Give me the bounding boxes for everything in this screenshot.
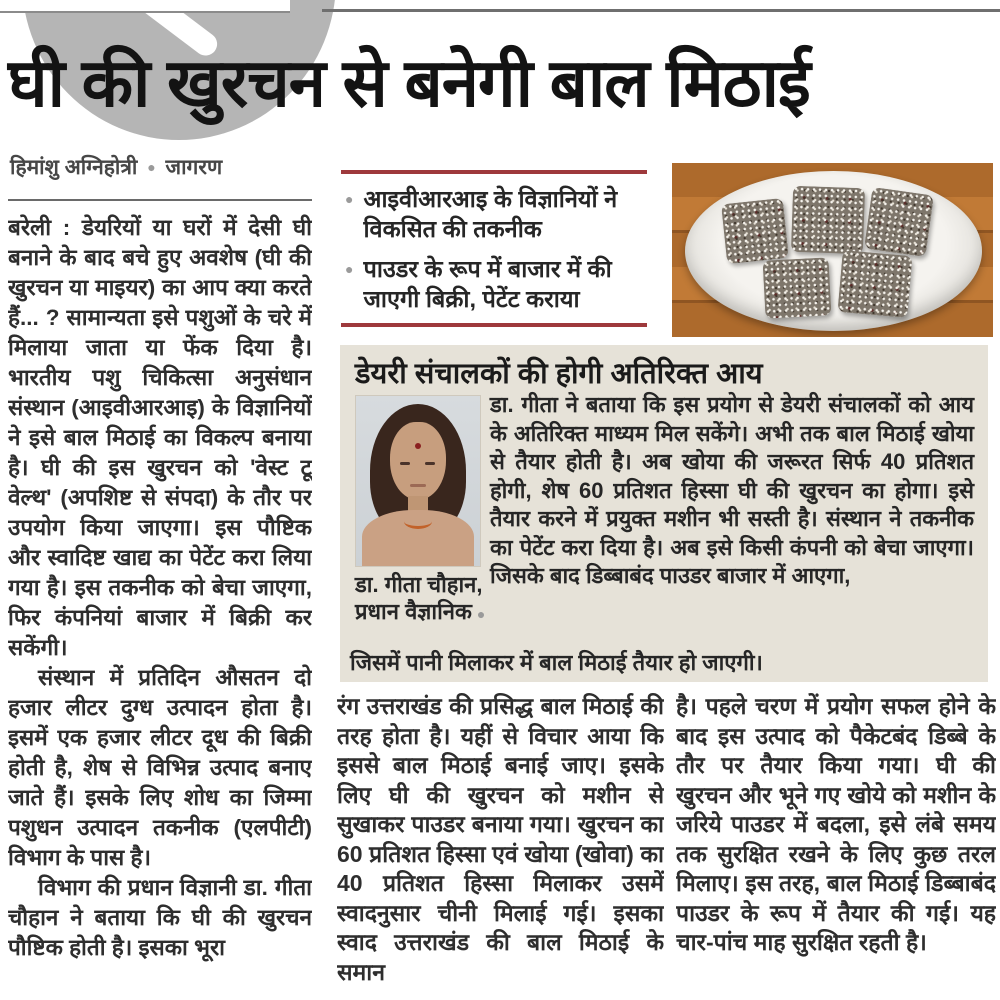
scientist-portrait-photo bbox=[355, 395, 481, 567]
caption-dot-icon: ● bbox=[476, 606, 486, 622]
byline-divider bbox=[8, 199, 312, 201]
byline bbox=[10, 153, 222, 181]
mithai-cube bbox=[721, 198, 789, 264]
highlight-item bbox=[345, 184, 645, 244]
mithai-cube bbox=[791, 186, 865, 254]
portrait-mouth bbox=[410, 484, 426, 487]
top-edge-strip bbox=[0, 0, 290, 13]
mithai-cube bbox=[763, 257, 832, 318]
highlight-item-text: पाउडर के रूप में बाजार में की जाएगी बिक्री, पेटेंट कराया bbox=[363, 256, 612, 312]
portrait-eye bbox=[425, 462, 435, 465]
left-column bbox=[8, 213, 312, 997]
middle-column bbox=[337, 692, 664, 992]
portrait-bindi bbox=[415, 443, 421, 449]
portrait-necklace bbox=[404, 514, 432, 529]
right-column-text: है। पहले चरण में प्रयोग सफल होने के बाद इस उत्पाद को पैकेटबंद डिब्बे के तौर पर तैयार किया गया। घी की खुरचन और भूने गए खोये को मशीन के जरिये पाउडर में बदला, इसे लंबे समय तक सुरक्षित रखने के लिए कुछ तरल मिलाए। इस तरह, बाल मिठाई डिब्बाबंद पाउडर के रूप में तैयार की गई। यह चार-पांच माह सुरक्षित रहती है। bbox=[676, 693, 996, 955]
mithai-cube bbox=[864, 187, 934, 257]
info-box-body: डा. गीता ने बताया कि इस प्रयोग से डेयरी संचालकों को आय के अतिरिक्त माध्यम मिल सकेंगे। अभी तक बाल मिठाई खोया से तैयार होती है। अब खोया की जरूरत सिर्फ 40 प्रतिशत होगी, शेष 60 प्रतिशत हिस्सा घी की खुरचन का होगा। इसे तैयार करने में प्रयुक्त मशीन भी सस्ती है। संस्थान ने तकनीक का पेटेंट करा दिया है। अब इसे किसी कंपनी को बेचा जाएगा। जिसके बाद डिब्बाबंद पाउडर बाजार में आएगा, bbox=[490, 392, 974, 588]
byline-source: जागरण bbox=[165, 156, 223, 179]
highlight-item-text: आइवीआरआइ के विज्ञानियों ने विकसित की तकनीक bbox=[363, 186, 618, 242]
left-paragraph-1: बरेली : डेयरियों या घरों में देसी घी बनाने के बाद बचे हुए अवशेष (घी की खुरचन या माइयर) का आप क्या करते हैं... ? सामान्यता इसे पशुओं के चरे में मिलाया जाता या फेंक दिया है। भारतीय पशु चिकित्सा अनुसंधान संस्थान (आइवीआरआइ) के विज्ञानियों ने इसे बाल मिठाई का विकल्प बनाया है। घी की इस खुरचन को 'वेस्ट टू वेल्थ' (अपशिष्ट से संपदा) के तौर पर उपयोग किया जाएगा। इस पौष्टिक और स्वादिष्ट खाद्य का पेटेंट करा लिया गया है। इस तकनीक को बेचा जाएगा, फिर कंपनियां बाजार में बिक्री कर सकेंगी। bbox=[8, 215, 312, 660]
portrait-face bbox=[390, 422, 446, 500]
left-paragraph-2: संस्थान में प्रतिदिन औसतन दो हजार लीटर दुग्ध उत्पादन होता है। इसमें एक हजार लीटर दूध की बिक्री होती है, शेष से विभिन्न उत्पाद बनाए जाते हैं। इसके लिए शोध का जिम्मा पशुधन उत्पादन तकनीक (एलपीटी) विभाग के पास है। bbox=[8, 665, 312, 870]
middle-column-text: रंग उत्तराखंड की प्रसिद्ध बाल मिठाई की तरह होता है। यहीं से विचार आया कि इससे बाल मिठाई बनाई जाए। इसके लिए घी की खुरचन को मशीन से सुखाकर पाउडर बनाया गया। खुरचन का 60 प्रतिशत हिस्सा एवं खोया (खोवा) का 40 प्रतिशत हिस्सा मिलाकर उसमें स्वादनुसार चीनी मिलाई गई। इसका स्वाद उत्तराखंड की बाल मिठाई के समान bbox=[337, 693, 664, 985]
bal-mithai-photo bbox=[672, 163, 993, 337]
right-column bbox=[676, 692, 996, 992]
caption-role bbox=[355, 598, 545, 628]
byline-separator-icon: ● bbox=[147, 159, 156, 175]
info-box-heading: डेयरी संचालकों की होगी अतिरिक्त आय bbox=[355, 358, 763, 390]
byline-author: हिमांशु अग्निहोत्री bbox=[10, 156, 138, 179]
left-paragraph-3: विभाग की प्रधान विज्ञानी डा. गीता चौहान ने बताया कि घी की खुरचन पौष्टिक होती है। इसका भूरा bbox=[8, 875, 312, 960]
caption-role-text: प्रधान वैज्ञानिक bbox=[355, 599, 472, 624]
mithai-cube bbox=[837, 250, 912, 318]
article-headline: घी की खुरचन से बनेगी बाल मिठाई bbox=[8, 46, 810, 121]
portrait-eye bbox=[400, 462, 410, 465]
bullet-icon: ● bbox=[345, 191, 354, 207]
top-rule bbox=[322, 9, 1000, 12]
bullet-icon: ● bbox=[345, 261, 354, 277]
caption-name: डा. गीता चौहान, bbox=[355, 572, 483, 597]
info-box bbox=[340, 345, 988, 682]
highlight-box bbox=[341, 170, 647, 327]
info-box-body-tail: जिसमें पानी मिलाकर में बाल मिठाई तैयार हो जाएगी। bbox=[350, 650, 763, 675]
highlight-item bbox=[345, 254, 645, 314]
